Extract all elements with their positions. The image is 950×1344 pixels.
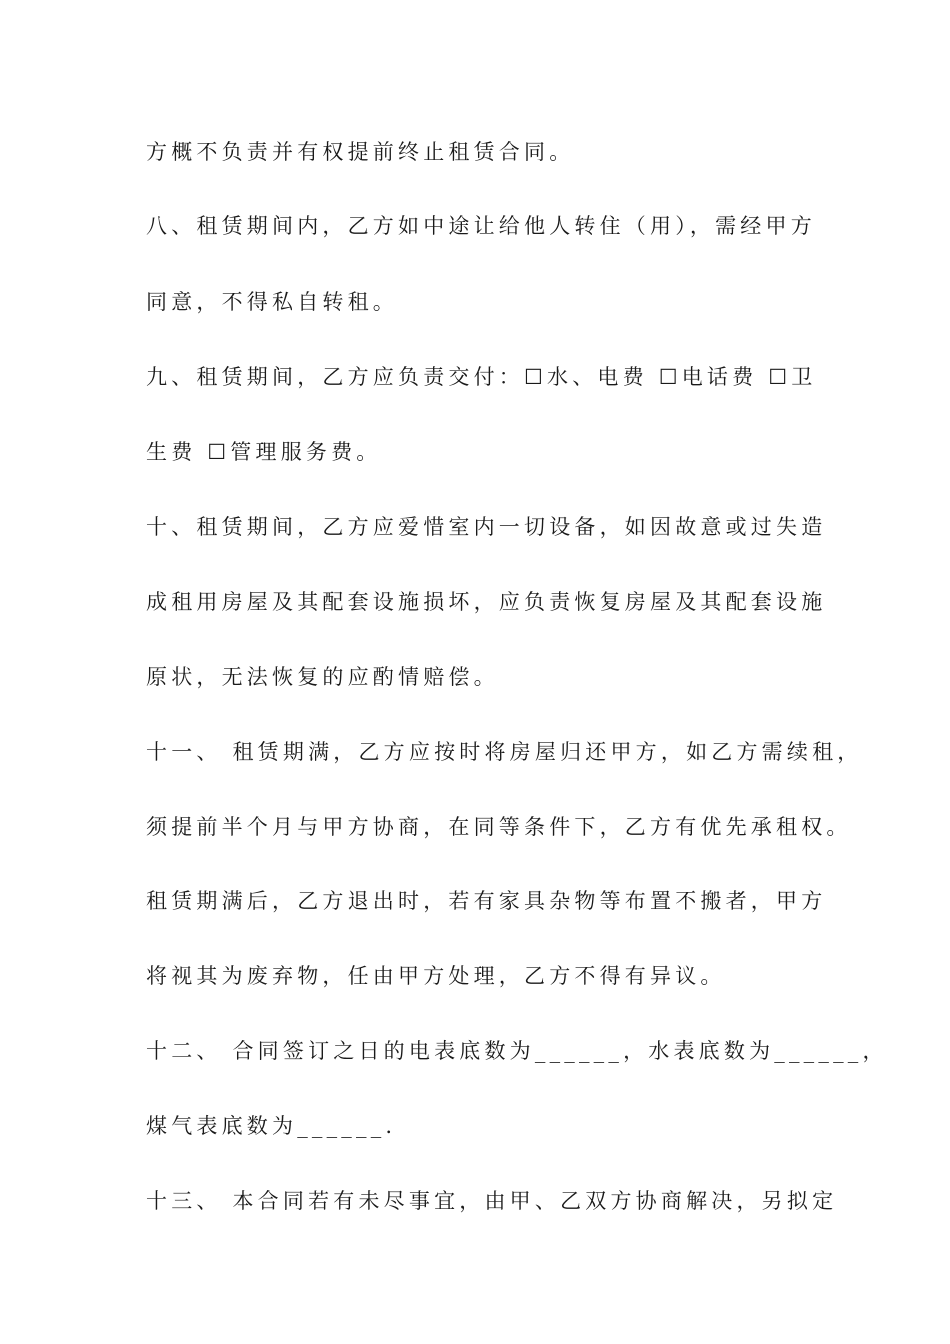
text-line-3: 同意，不得私自转租。 <box>146 290 398 314</box>
text-line-1: 方概不负责并有权提前终止租赁合同。 <box>146 140 575 164</box>
text-line-5: 生费 ☐管理服务费。 <box>146 440 382 464</box>
text-line-13: 十二、 合同签订之日的电表底数为______，水表底数为______， <box>146 1039 888 1063</box>
text-line-4: 九、租赁期间，乙方应负责交付：☐水、电费 ☐电话费 ☐卫 <box>146 365 817 389</box>
text-line-10: 须提前半个月与甲方协商，在同等条件下，乙方有优先承租权。 <box>146 815 852 839</box>
text-line-14: 煤气表底数为______. <box>146 1114 397 1138</box>
text-line-15: 十三、 本合同若有未尽事宜，由甲、乙双方协商解决，另拟定 <box>146 1189 838 1213</box>
text-line-2: 八、租赁期间内，乙方如中途让给他人转住（用），需经甲方 <box>146 214 816 238</box>
text-line-7: 成租用房屋及其配套设施损坏，应负责恢复房屋及其配套设施 <box>146 590 827 614</box>
text-line-9: 十一、 租赁期满，乙方应按时将房屋归还甲方，如乙方需续租， <box>146 740 863 764</box>
text-line-12: 将视其为废弃物，任由甲方处理，乙方不得有异议。 <box>146 964 726 988</box>
text-line-8: 原状，无法恢复的应酌情赔偿。 <box>146 665 499 689</box>
text-line-11: 租赁期满后，乙方退出时，若有家具杂物等布置不搬者，甲方 <box>146 889 827 913</box>
text-line-6: 十、租赁期间，乙方应爱惜室内一切设备，如因故意或过失造 <box>146 515 827 539</box>
